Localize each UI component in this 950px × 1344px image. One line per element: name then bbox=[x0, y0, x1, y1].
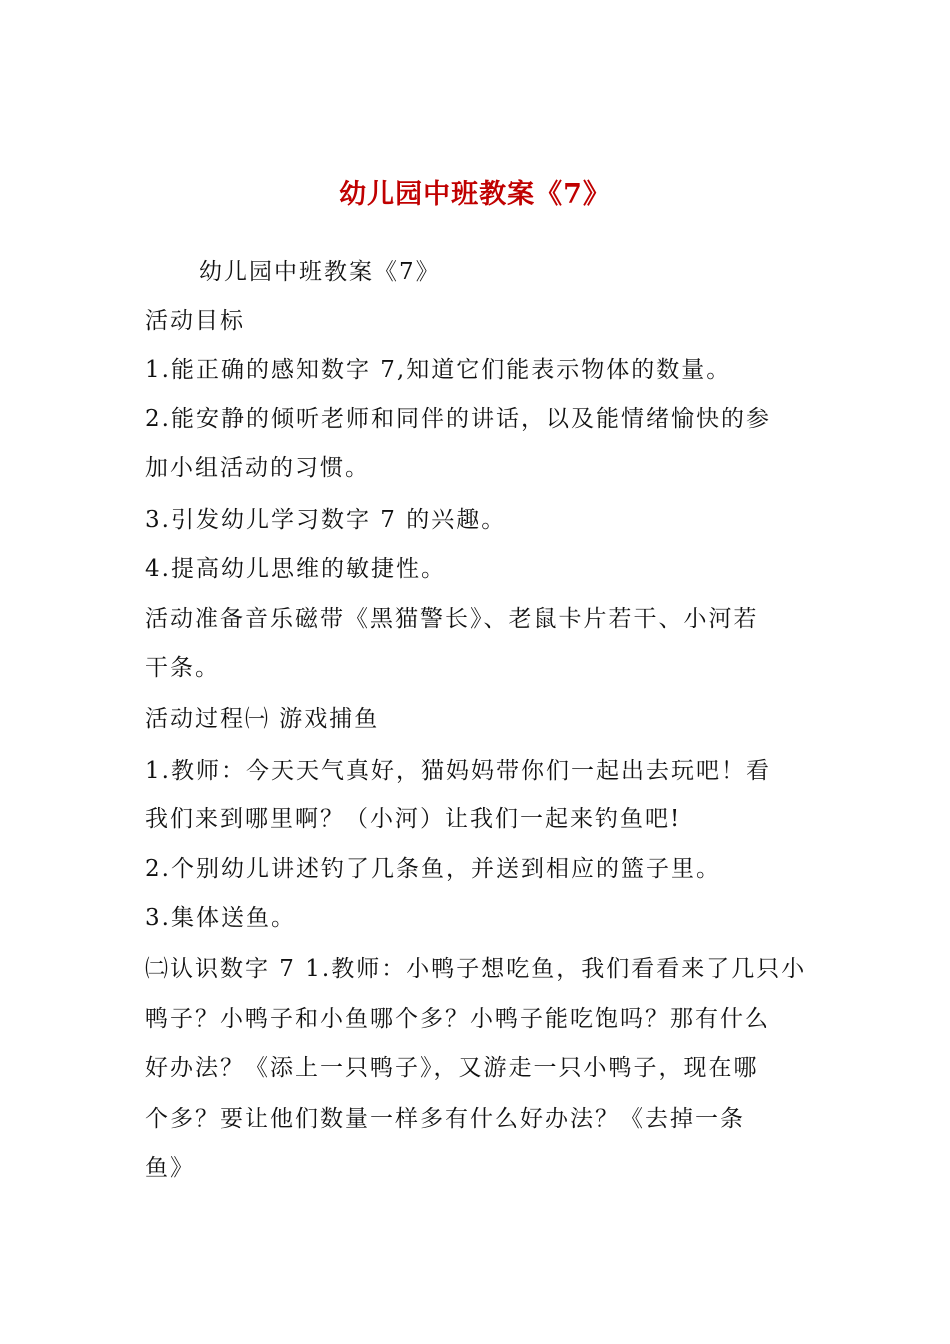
paragraph-line: 鱼》 bbox=[145, 1155, 195, 1181]
document-title: 幼儿园中班教案《7》 bbox=[339, 179, 611, 210]
paragraph-line: 3.引发幼儿学习数字 7 的兴趣。 bbox=[145, 507, 507, 533]
paragraph-line: 鸭子？小鸭子和小鱼哪个多？小鸭子能吃饱吗？那有什么 bbox=[145, 1006, 770, 1032]
paragraph-line: 个多？要让他们数量一样多有什么好办法？《去掉一条 bbox=[145, 1106, 745, 1132]
paragraph-line: 干条。 bbox=[145, 655, 220, 681]
paragraph-line: 我们来到哪里啊？（小河）让我们一起来钓鱼吧! bbox=[145, 806, 682, 832]
paragraph-line: 1.教师：今天天气真好，猫妈妈带你们一起出去玩吧！看 bbox=[145, 758, 771, 784]
paragraph-line: 幼儿园中班教案《7》 bbox=[199, 259, 441, 285]
paragraph-line: 活动准备音乐磁带《黑猫警长》、老鼠卡片若干、小河若 bbox=[145, 606, 759, 632]
paragraph-line: 2.能安静的倾听老师和同伴的讲话，以及能情绪愉快的参 bbox=[145, 406, 771, 432]
paragraph-line: ㈡认识数字 7 1.教师：小鸭子想吃鱼，我们看看来了几只小 bbox=[145, 956, 807, 982]
paragraph-line: 1.能正确的感知数字 7,知道它们能表示物体的数量。 bbox=[145, 357, 732, 383]
paragraph-line: 活动过程㈠ 游戏捕鱼 bbox=[145, 706, 380, 732]
paragraph-line: 2.个别幼儿讲述钓了几条鱼，并送到相应的篮子里。 bbox=[145, 856, 721, 882]
paragraph-line: 4.提高幼儿思维的敏捷性。 bbox=[145, 556, 446, 582]
paragraph-line: 活动目标 bbox=[145, 308, 245, 334]
paragraph-line: 3.集体送鱼。 bbox=[145, 905, 296, 931]
paragraph-line: 加小组活动的习惯。 bbox=[145, 455, 370, 481]
paragraph-line: 好办法？《添上一只鸭子》，又游走一只小鸭子，现在哪 bbox=[145, 1055, 759, 1081]
